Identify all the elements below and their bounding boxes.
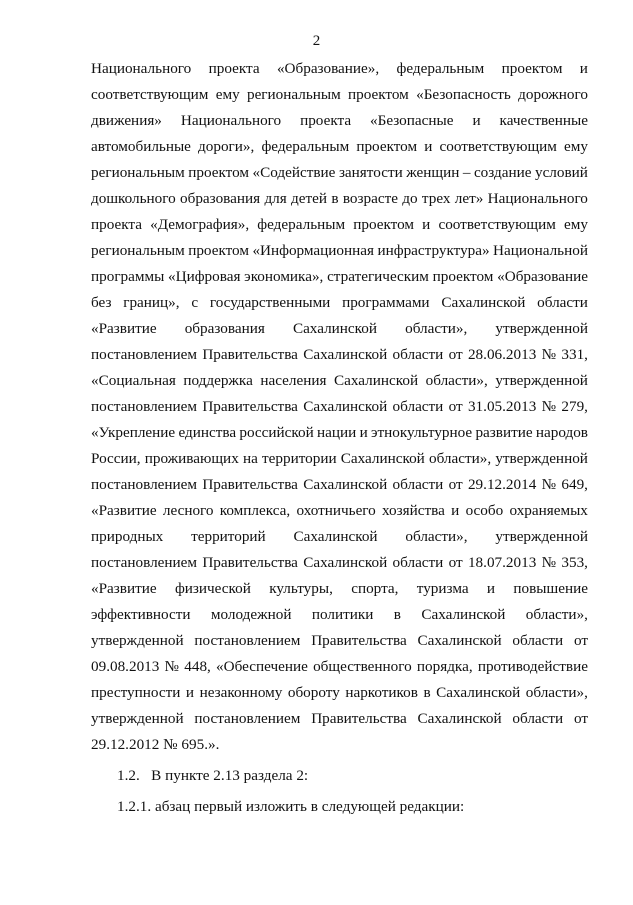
word: незаконному — [199, 684, 283, 701]
word: культуры, — [269, 580, 333, 597]
word: Национального — [180, 112, 282, 129]
word: Сахалинской — [303, 554, 388, 571]
word: «Развитие — [91, 320, 157, 337]
word: области», — [525, 606, 588, 623]
word: условий — [534, 164, 588, 181]
text-line-24 — [91, 654, 588, 680]
word: ему — [564, 216, 588, 233]
word: Сахалинской — [334, 372, 419, 389]
word: женщин — [406, 164, 460, 181]
word: и — [472, 112, 481, 129]
word: проектом — [188, 164, 250, 181]
word: для — [264, 190, 287, 207]
word: проектом — [348, 86, 409, 103]
text-line-6 — [91, 186, 588, 212]
word: стратегическим — [327, 268, 429, 285]
word: ему — [564, 138, 588, 155]
word: и — [579, 60, 588, 77]
word: дошкольного — [91, 190, 176, 207]
text-line-7 — [91, 212, 588, 238]
word: 09.08.2013 — [91, 658, 160, 675]
word: соответствующим — [439, 138, 557, 155]
word: Правительства — [202, 554, 298, 571]
word: Правительства — [311, 710, 407, 727]
word: соответствующим — [438, 216, 556, 233]
word: дорожного — [518, 86, 588, 103]
word: утвержденной — [495, 450, 588, 467]
word: эффективности — [91, 606, 191, 623]
word: области — [512, 710, 564, 727]
word: области», — [405, 320, 468, 337]
text-line-19 — [91, 524, 588, 550]
word: населения — [260, 372, 327, 389]
text-line-29: 1.2.1. абзац первый изложить в следующей редакции: — [117, 798, 465, 815]
word: региональным — [91, 242, 185, 259]
word: и — [451, 502, 460, 519]
word: обороту — [287, 684, 340, 701]
text-line-12 — [91, 342, 588, 368]
word: Сахалинской — [436, 684, 521, 701]
word: утвержденной — [495, 320, 588, 337]
word: образования — [184, 320, 265, 337]
word: от — [448, 476, 463, 493]
word: «Демография», — [150, 216, 250, 233]
text-line-13 — [91, 368, 588, 394]
word: возрасте — [342, 190, 398, 207]
word: хозяйства — [382, 502, 445, 519]
word: области — [392, 398, 444, 415]
word: Сахалинской — [293, 528, 378, 545]
word: нации — [317, 424, 357, 441]
word: программами — [342, 294, 430, 311]
word: без — [91, 294, 112, 311]
word: «Информационная — [252, 242, 375, 259]
word: лесного — [162, 502, 214, 519]
word: «Образование», — [276, 60, 380, 77]
word: утвержденной — [495, 528, 588, 545]
text-line-21 — [91, 576, 588, 602]
word: в — [423, 684, 431, 701]
word: образования — [180, 190, 261, 207]
word: № — [541, 476, 557, 493]
word: 18.07.2013 — [467, 554, 537, 571]
word: природных — [91, 528, 164, 545]
word: от — [448, 554, 463, 571]
word: № — [164, 658, 180, 675]
word: «Обеспечение — [216, 658, 308, 675]
text-line-9 — [91, 264, 588, 290]
text-line-22 — [91, 602, 588, 628]
word: проектом — [356, 138, 418, 155]
text-line-1 — [91, 56, 588, 82]
word: региональным — [246, 86, 341, 103]
word: постановлением — [194, 632, 301, 649]
word: федеральным — [257, 216, 346, 233]
word: области», — [428, 450, 492, 467]
word: проекта — [300, 112, 352, 129]
word: Сахалинской — [340, 450, 425, 467]
word: детей — [291, 190, 328, 207]
word: утвержденной — [495, 372, 588, 389]
word: в — [331, 190, 339, 207]
word: развитие — [475, 424, 533, 441]
word: от — [448, 398, 463, 415]
word: области», — [525, 684, 588, 701]
word: спорта, — [351, 580, 399, 597]
word: и — [185, 684, 195, 701]
word: общественного — [313, 658, 412, 675]
word: проектом — [432, 268, 494, 285]
word: движения» — [91, 112, 162, 129]
word: охотничьего — [296, 502, 376, 519]
word: постановлением — [91, 476, 198, 493]
word: автомобильные — [91, 138, 191, 155]
word: постановлением — [194, 710, 301, 727]
word: «Безопасность — [416, 86, 511, 103]
word: федеральным — [261, 138, 350, 155]
text-line-3 — [91, 108, 588, 134]
word: – — [462, 164, 471, 181]
word: Национального — [487, 190, 588, 207]
word: наркотиков — [345, 684, 418, 701]
word: Правительства — [202, 476, 298, 493]
text-line-8 — [91, 238, 588, 264]
word: и — [359, 424, 368, 441]
word: проживающих — [144, 450, 239, 467]
word: занятости — [338, 164, 403, 181]
word: постановлением — [91, 398, 198, 415]
word: с — [191, 294, 199, 311]
word: порядка, — [416, 658, 473, 675]
word: политики — [311, 606, 374, 623]
word: области», — [425, 372, 488, 389]
word: трех — [421, 190, 451, 207]
word: «Укрепление — [91, 424, 176, 441]
text-line-4 — [91, 134, 588, 160]
word: проекта — [91, 216, 142, 233]
word: 331, — [561, 346, 588, 363]
word: Сахалинской — [292, 320, 377, 337]
word: и — [422, 216, 431, 233]
word: проекта — [208, 60, 260, 77]
word: Правительства — [202, 346, 298, 363]
word: преступности — [91, 684, 181, 701]
word: утвержденной — [91, 632, 184, 649]
word: от — [573, 710, 588, 727]
text-line-16 — [91, 446, 588, 472]
word: 279, — [561, 398, 588, 415]
word: программы — [91, 268, 165, 285]
text-line-26 — [91, 706, 588, 732]
text-line-11 — [91, 316, 588, 342]
word: в — [393, 606, 401, 623]
word: 448, — [184, 658, 211, 675]
word: и — [486, 580, 496, 597]
word: Сахалинской — [441, 294, 526, 311]
word: области — [392, 476, 444, 493]
word: «Социальная — [91, 372, 176, 389]
word: Правительства — [202, 398, 298, 415]
text-line-14 — [91, 394, 588, 420]
word: 649, — [561, 476, 588, 493]
word: 353, — [561, 554, 588, 571]
word: от — [573, 632, 588, 649]
word: № — [541, 346, 557, 363]
word: территории — [262, 450, 337, 467]
text-line-27: 29.12.2012 № 695.». — [91, 736, 220, 753]
word: «Развитие — [91, 580, 157, 597]
word: области», — [405, 528, 468, 545]
word: противодействие — [477, 658, 588, 675]
word: Сахалинской — [417, 632, 502, 649]
word: особо — [465, 502, 504, 519]
word: «Развитие — [91, 502, 157, 519]
word: Правительства — [311, 632, 407, 649]
word: «Образование — [497, 268, 588, 285]
text-line-10 — [91, 290, 588, 316]
word: проектом — [501, 60, 563, 77]
word: России, — [91, 450, 141, 467]
word: области — [537, 294, 588, 311]
word: федеральным — [396, 60, 485, 77]
word: Национального — [91, 60, 192, 77]
text-line-5 — [91, 160, 588, 186]
word: качественные — [499, 112, 588, 129]
text-line-28: 1.2. В пункте 2.13 раздела 2: — [117, 767, 309, 784]
word: от — [448, 346, 463, 363]
word: государственными — [209, 294, 331, 311]
word: Сахалинской — [303, 476, 388, 493]
text-line-23 — [91, 628, 588, 654]
word: 31.05.2013 — [467, 398, 537, 415]
word: постановлением — [91, 346, 198, 363]
word: 29.12.2014 — [467, 476, 537, 493]
word: Сахалинской — [421, 606, 506, 623]
word: туризма — [416, 580, 469, 597]
word: Сахалинской — [303, 346, 388, 363]
word: единства — [178, 424, 237, 441]
text-line-15 — [91, 420, 588, 446]
word: народов — [535, 424, 588, 441]
word: границ», — [123, 294, 180, 311]
word: создание — [473, 164, 532, 181]
word: утвержденной — [91, 710, 184, 727]
word: области — [392, 554, 444, 571]
word: «Содействие — [252, 164, 336, 181]
word: Сахалинской — [417, 710, 502, 727]
page-number: 2 — [312, 33, 321, 49]
text-line-25 — [91, 680, 588, 706]
text-line-20 — [91, 550, 588, 576]
word: до — [402, 190, 418, 207]
text-line-17 — [91, 472, 588, 498]
word: физической — [174, 580, 251, 597]
word: российской — [239, 424, 314, 441]
word: повышение — [513, 580, 588, 597]
word: проектом — [188, 242, 249, 259]
word: этнокультурное — [370, 424, 473, 441]
text-line-2 — [91, 82, 588, 108]
word: дороги», — [198, 138, 255, 155]
word: Национальной — [493, 242, 588, 259]
word: постановлением — [91, 554, 198, 571]
text-line-18 — [91, 498, 588, 524]
word: Сахалинской — [303, 398, 388, 415]
word: экономика», — [244, 268, 324, 285]
word: ему — [215, 86, 240, 103]
word: № — [541, 398, 557, 415]
word: комплекса, — [219, 502, 291, 519]
word: лет» — [454, 190, 484, 207]
word: инфраструктура» — [377, 242, 490, 259]
word: области — [512, 632, 564, 649]
word: территорий — [191, 528, 266, 545]
word: молодежной — [210, 606, 292, 623]
word: региональным — [91, 164, 185, 181]
word: охраняемых — [509, 502, 588, 519]
word: области — [392, 346, 444, 363]
word: поддержка — [183, 372, 253, 389]
word: № — [541, 554, 557, 571]
word: «Цифровая — [168, 268, 241, 285]
word: на — [242, 450, 258, 467]
document-body — [91, 56, 588, 820]
word: и — [424, 138, 433, 155]
word: «Безопасные — [370, 112, 454, 129]
word: 28.06.2013 — [467, 346, 537, 363]
word: проектом — [353, 216, 414, 233]
word: соответствующим — [91, 86, 209, 103]
